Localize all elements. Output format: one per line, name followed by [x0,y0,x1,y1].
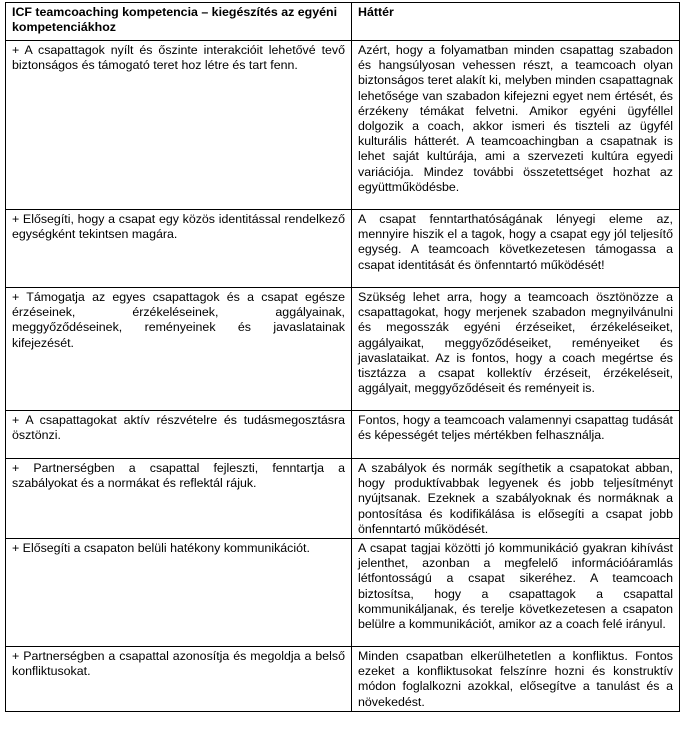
background-cell: A csapat tagjai közötti jó kommunikáció gyakran kihívást jelenthet, azonban a megfelelő információáramlás létfontosságú a csapat sikeréhez. A teamcoach biztosítsa, hogy a csapattagok a csapattal kommunikáljanak, és terelje következetesen a csapaton belülre a kommunikációt, amikor az a coach felé irányul. [352,539,680,647]
background-cell: Szükség lehet arra, hogy a teamcoach ösztönözze a csapattagokat, hogy merjenek szabadon megnyilvánulni és megosszák egyéni érzéseiket, érzékeléseiket, aggályaikat, meggyőződéseiket, reményeiket és javaslataikat. Az is fontos, hogy a coach megértse és tisztázza a csapat kollektív érzéseit, érzékeléseit, aggályait, meggyőződéseit és reményeit is. [352,288,680,411]
background-cell: Fontos, hogy a teamcoach valamennyi csapattag tudását és képességét teljes mértékben felhasználja. [352,411,680,459]
background-cell: Azért, hogy a folyamatban minden csapattag szabadon és hangsúlyosan vehessen részt, a teamcoach olyan biztonságos teret alakít ki, melyben minden csapattagnak lehetősége van szabadon kifejezni egyet nem értését, és érzékeny témákat felvetni. Amikor egyéni ügyféllel dolgozik a coach, akkor ismeri és tiszteli az ügyfél kulturális hátterét. A teamcoachingban a csapatnak is lehet saját kultúrája, ami a szervezeti kultúra egyedi variációja. Mindez további összetettséget hozhat az együttműködésbe. [352,41,680,210]
table-row [6,210,680,288]
table-row [6,411,680,459]
header-background: Háttér [352,3,680,41]
competency-cell: + Elősegíti, hogy a csapat egy közös identitással rendelkező egységként tekintsen magára. [6,210,352,288]
background-cell: A csapat fenntarthatóságának lényegi eleme az, mennyire hiszik el a tagok, hogy a csapat egy jól teljesítő egység. A teamcoach következetesen támogassa a csapat identitását és önfenntartó működését! [352,210,680,288]
table-row [6,459,680,539]
competency-cell: + Partnerségben a csapattal fejleszti, fenntartja a szabályokat és a normákat és reflektál rájuk. [6,459,352,539]
competency-cell: + A csapattagok nyílt és őszinte interakcióit lehetővé tevő biztonságos és támogató teret hoz létre és tart fenn. [6,41,352,210]
competency-cell: + Támogatja az egyes csapattagok és a csapat egésze érzéseinek, érzékeléseinek, aggályainak, meggyőződéseinek, reményeinek és javaslatainak kifejezését. [6,288,352,411]
table-row [6,647,680,712]
competency-table [5,2,680,712]
background-cell: Minden csapatban elkerülhetetlen a konfliktus. Fontos ezeket a konfliktusokat felszínre hozni és konstruktív módon foglalkozni azokkal, elősegítve a tanulást és a növekedést. [352,647,680,712]
competency-cell: + Partnerségben a csapattal azonosítja és megoldja a belső konfliktusokat. [6,647,352,712]
competency-cell: + A csapattagokat aktív részvételre és tudásmegosztásra ösztönzi. [6,411,352,459]
table-row [6,41,680,210]
competency-cell: + Elősegíti a csapaton belüli hatékony kommunikációt. [6,539,352,647]
background-cell: A szabályok és normák segíthetik a csapatokat abban, hogy produktívabbak legyenek és jobb teljesítményt nyújtsanak. Ezeknek a szabályoknak és normáknak a pontosítása és kodifikálása is elősegíti a csapat jobb önfenntartó működését. [352,459,680,539]
table-row [6,539,680,647]
table-row [6,288,680,411]
header-competency: ICF teamcoaching kompetencia – kiegészítés az egyéni kompetenciákhoz [6,3,352,41]
table-header-row [6,3,680,41]
